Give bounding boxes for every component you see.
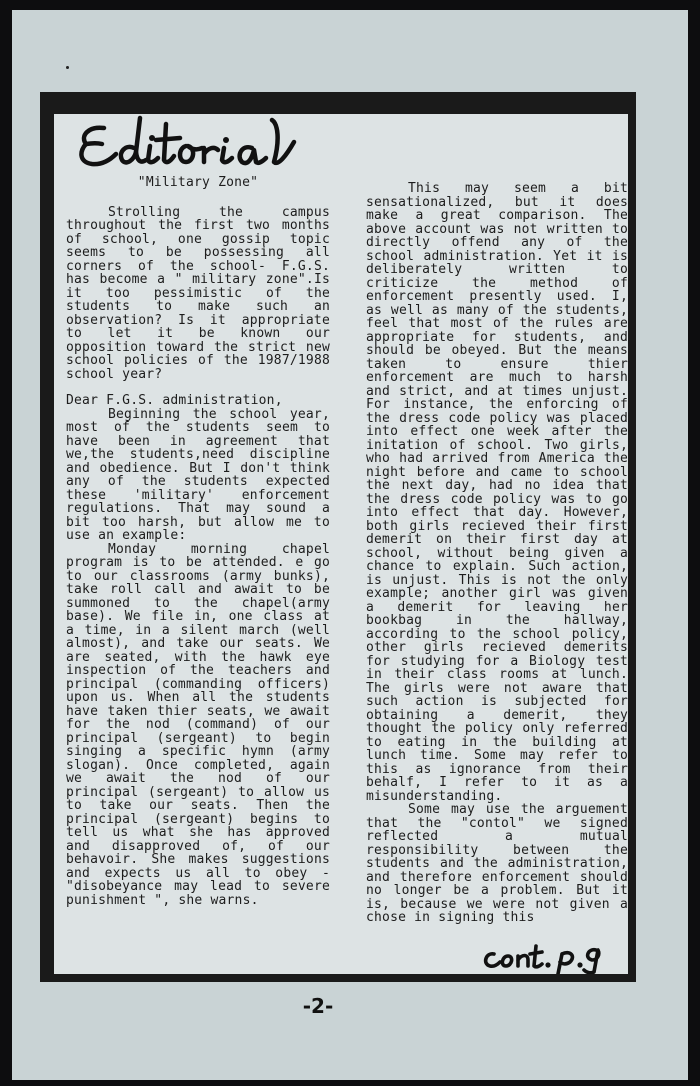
left-article-column [66, 176, 330, 907]
article-subtitle: "Military Zone" [137, 175, 259, 190]
editorial-heading-handwritten [74, 110, 334, 176]
paragraph: Some may use the arguement that the "contol" we signed reflected a mutual responsibility between the students and the administration, and therefore enforcement should no longer be a problem. But it is, because we were not given a chose in signing this [366, 802, 628, 925]
ink-speck [66, 66, 69, 69]
right-article-column [366, 182, 628, 925]
paragraph: Strolling the campus throughout the first two months of school, one gossip topic seems to be possessing all corners of the school- F.G.S. has become a " military zone".Is it too pessimistic of the students to make such an observation? Is it appropriate to let it be known our opposition toward the strict new school policies of the 1987/1988 school year? [66, 204, 330, 382]
continuation-note-handwritten [480, 938, 610, 974]
paragraph: Monday morning chapel program is to be attended. e go to our classrooms (army bunks), take roll call and await to be summoned to the chapel(army base). We file in, one class at a time, in a silent march (well almost), and take our seats. We are seated, with the hawk eye inspection of the teachers and principal (commanding officers) upon us. When all the students have taken thier seats, we await for the nod (command) of our principal (sergeant) to begin singing a specific hymn (army slogan). Once completed, again we await the nod of our principal (sergeant) to allow us to take our seats. Then the principal (sergeant) begins to tell us what she has approved and disapproved of, of our behavoir. She makes suggestions and expects us all to obey - "disobeyance may lead to severe punishment ", she warns. [66, 541, 330, 908]
paragraph: Beginning the school year, most of the students seem to have been in agreement that we,the students,need discipline and obedience. But I don't think any of the students expected these 'military' enforcement regulations. That may sound a bit too harsh, but allow me to use an example: [66, 406, 330, 543]
salutation: Dear F.G.S. administration, [66, 393, 283, 408]
paragraph: This may seem a bit sensationalized, but it does make a great comparison. The above account was not written to directly offend any of the school administration. Yet it is deliberately written to criticize the method of enforcement presently used. I, as well as many of the students, feel that most of the rules are appropriate for students, and should be obeyed. But the means taken to ensure thier enforcement are much to harsh and strict, and at times unjust. For instance, the enforcing of the dress code policy was placed into effect one week after the initation of school. Two girls, who had arrived from America the night before and came to school the next day, had no idea that the dress code policy was to go into effect that day. However, both girls recieved their first demerit on their first day at school, without being given a chance to explain. Such action, is unjust. This is not the only example; another girl was given a demerit for leaving her bookbag in the hallway, according to the school policy, other girls recieved demerits for studying for a Biology test in their class rooms at lunch. The girls were not aware that such action is subjected for obtaining a demerit, they thought the policy only referred to eating in the building at lunch time. Some may refer to this as ignorance from their behalf, I refer to it as a misunderstanding. [366, 181, 628, 804]
page-number: -2- [302, 994, 334, 1018]
